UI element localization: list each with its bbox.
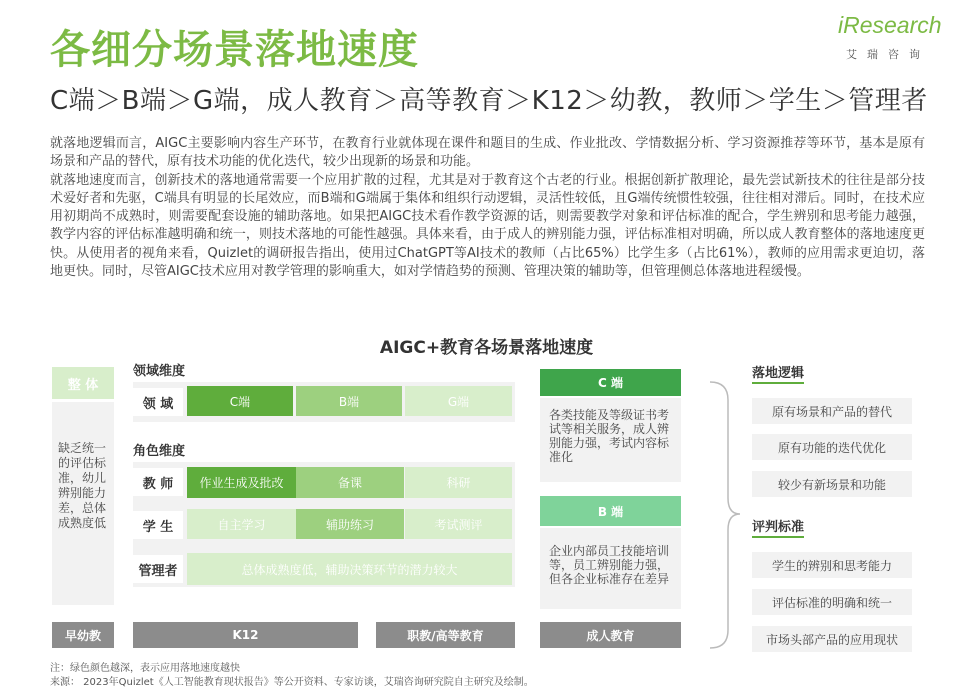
criteria-item-student: 学生的辨别和思考能力 [752, 552, 912, 578]
b-card-title: B 端 [540, 496, 681, 526]
footnote-source: 来源： 2023年Quizlet《人工智能教育现状报告》等公开资料、专家访谈，艾瑞咨询研究院自主研究及绘制。 [50, 677, 534, 688]
role-teacher-label: 教 师 [133, 468, 183, 496]
domain-cell-c: C端 [187, 386, 293, 416]
page-title: 各细分场景落地速度 [50, 27, 419, 73]
domain-cell-b: B端 [296, 386, 402, 416]
teacher-cell-research: 科研 [405, 467, 512, 498]
bottom-preschool: 早幼教 [52, 622, 114, 648]
overall-text: 缺乏统一的评估标准，幼儿辨别能力差，总体成熟度低 [58, 441, 107, 530]
logo-name: iResearch [838, 12, 942, 38]
bottom-vocational: 职教/高等教育 [376, 622, 515, 648]
manager-cell: 总体成熟度低，辅助决策环节的潜力较大 [187, 553, 512, 585]
criteria-header: 评判标准 [752, 516, 804, 538]
logic-item-new: 较少有新场景和功能 [752, 471, 912, 497]
c-card-text: 各类技能及等级证书考试等相关服务，成人辨别能力强，考试内容标准化 [549, 408, 670, 464]
domain-cell-g: G端 [405, 386, 512, 416]
brace-icon [706, 380, 746, 650]
bottom-adult: 成人教育 [540, 622, 681, 648]
body-text [50, 135, 925, 281]
iresearch-logo [838, 12, 948, 68]
bottom-k12: K12 [133, 622, 358, 648]
paragraph-speed: 就落地速度而言，创新技术的落地通常需要一个应用扩散的过程，尤其是对于教育这个古老的行业。根据创新扩散理论，最先尝试新技术的往往是部分技术爱好者和先驱，C端具有明显的长尾效应，而B端和G端属于集体和组织行动逻辑，灵活性较低，且G端传统惯性较强，往往相对滞后。同时，在技术应用初期尚不成熟时，则需要配套设施的辅助落地。如果把AIGC技术看作教学资源的话，则需要教学对象和评估标准的配合，学生辨别和思考能力越强，教学内容的评估标准越明确和统一，则技术落地的可能性越强。具体来看，由于成人的辨别能力强，评估标准相对明确，所以成人教育整体的落地速度更快。从使用者的视角来看，Quizlet的调研报告指出，使用过ChatGPT等AI技术的教师（占比65%）比学生多（占比61%），教师的应用需求更迫切，落地更快。同时，尽管AIGC技术应用对教学管理的影响重大，如对学情趋势的预测、管理决策的辅助等，但管理侧总体落地进程缓慢。 [50, 172, 925, 280]
overall-label: 整 体 [52, 367, 114, 399]
logo-subtitle: 艾瑞咨询 [846, 48, 930, 61]
c-card-title: C 端 [540, 369, 681, 396]
paragraph-logic: 就落地逻辑而言，AIGC主要影响内容生产环节，在教育行业就体现在课件和题目的生成、作业批改、学情数据分析、学习资源推荐等环节，基本是原有场景和产品的替代，原有技术功能的优化迭代，较少出现新的场景和功能。 [50, 136, 925, 170]
criteria-item-standard: 评估标准的明确和统一 [752, 589, 912, 615]
page-subtitle: C端＞B端＞G端，成人教育＞高等教育＞K12＞幼教，教师＞学生＞管理者 [50, 86, 928, 116]
student-cell-selfstudy: 自主学习 [187, 509, 296, 539]
b-card-text: 企业内部员工技能培训等，员工辨别能力强，但各企业标准存在差异 [549, 544, 670, 586]
student-cell-exam: 考试测评 [405, 509, 512, 539]
role-student-label: 学 生 [133, 511, 183, 539]
teacher-cell-homework: 作业生成及批改 [187, 467, 296, 498]
role-manager-label: 管理者 [133, 555, 183, 583]
teacher-cell-prep: 备课 [296, 467, 404, 498]
role-header: 角色维度 [133, 444, 186, 459]
domain-header: 领域维度 [133, 364, 186, 379]
domain-row-label: 领 域 [133, 388, 183, 416]
logic-item-replace: 原有场景和产品的替代 [752, 398, 912, 424]
logic-item-iterate: 原有功能的迭代优化 [752, 434, 912, 460]
diagram-title: AIGC+教育各场景落地速度 [379, 338, 594, 358]
student-cell-practice: 辅助练习 [296, 509, 404, 539]
criteria-item-market: 市场头部产品的应用现状 [752, 626, 912, 652]
footnote-note: 注：绿色颜色越深，表示应用落地速度越快 [50, 663, 240, 674]
logic-header: 落地逻辑 [752, 362, 804, 384]
